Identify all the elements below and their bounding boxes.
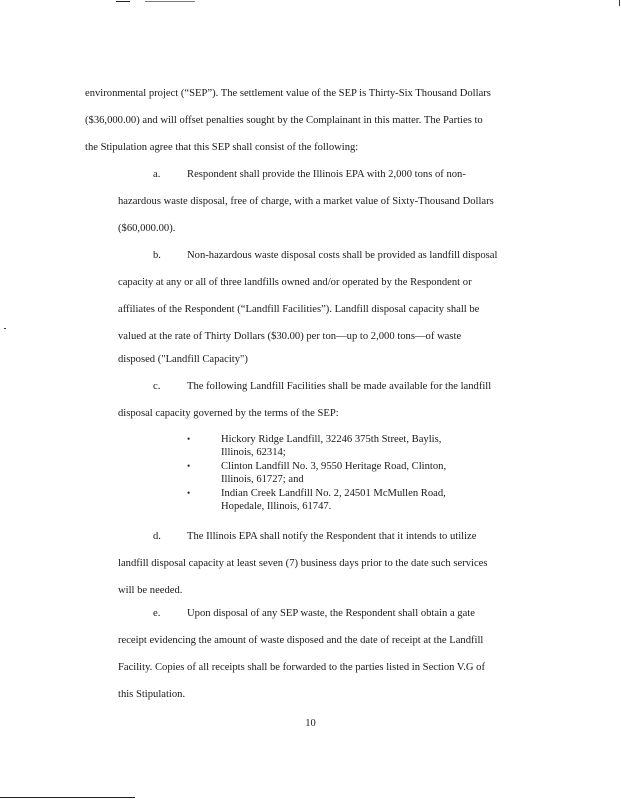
bottom-scan-mark [0, 797, 135, 798]
facility-line: Clinton Landfill No. 3, 9550 Heritage Road, Clinton, [221, 461, 447, 472]
facility-line: Illinois, 62314; [221, 447, 286, 458]
item-line: Non-hazardous waste disposal costs shall be provided as landfill disposal [187, 250, 498, 261]
item-label-c: c. [153, 381, 161, 392]
intro-line: environmental project (“SEP”). The settlement value of the SEP is Thirty-Six Thousand Dollars [85, 88, 491, 99]
bullet-icon: • [187, 488, 191, 498]
item-line: disposal capacity governed by the terms of the SEP: [118, 408, 339, 419]
item-line: valued at the rate of Thirty Dollars ($30.00) per ton—up to 2,000 tons—of waste [118, 331, 462, 342]
item-line: hazardous waste disposal, free of charge, with a market value of Sixty-Thousand Dollars [118, 196, 494, 207]
top-scan-mark-dotted [145, 1, 195, 2]
right-edge-mark [619, 0, 620, 6]
item-line: landfill disposal capacity at least seven (7) business days prior to the date such services [118, 558, 488, 569]
item-line: disposed ("Landfill Capacity") [118, 354, 248, 365]
item-line: receipt evidencing the amount of waste disposed and the date of receipt at the Landfill [118, 635, 484, 646]
item-line: ($60,000.00). [118, 223, 176, 234]
facility-line: Hopedale, Illinois, 61747. [221, 501, 332, 512]
left-margin-mark [4, 328, 6, 329]
item-line: Facility. Copies of all receipts shall be forwarded to the parties listed in Section V.G of [118, 662, 485, 673]
item-label-d: d. [153, 531, 161, 542]
item-line: Upon disposal of any SEP waste, the Respondent shall obtain a gate [187, 608, 475, 619]
item-line: The Illinois EPA shall notify the Respondent that it intends to utilize [187, 531, 477, 542]
bullet-icon: • [187, 434, 191, 444]
facility-line: Hickory Ridge Landfill, 32246 375th Street, Baylis, [221, 434, 442, 445]
facility-line: Indian Creek Landfill No. 2, 24501 McMullen Road, [221, 488, 446, 499]
item-label-e: e. [153, 608, 161, 619]
top-scan-mark [116, 1, 130, 2]
item-line: will be needed. [118, 585, 183, 596]
intro-line: the Stipulation agree that this SEP shall consist of the following: [85, 142, 359, 153]
item-label-b: b. [153, 250, 161, 261]
item-line: The following Landfill Facilities shall be made available for the landfill [187, 381, 492, 392]
item-label-a: a. [153, 169, 161, 180]
item-line: Respondent shall provide the Illinois EPA with 2,000 tons of non- [187, 169, 466, 180]
page-number: 10 [305, 718, 316, 729]
item-line: affiliates of the Respondent (“Landfill Facilities”). Landfill disposal capacity shall be [118, 304, 480, 315]
item-line: capacity at any or all of three landfills owned and/or operated by the Respondent or [118, 277, 472, 288]
bullet-icon: • [187, 461, 191, 471]
intro-line: ($36,000.00) and will offset penalties sought by the Complainant in this matter. The Parties to [85, 115, 483, 126]
item-line: this Stipulation. [118, 689, 186, 700]
facility-line: Illinois, 61727; and [221, 474, 304, 485]
